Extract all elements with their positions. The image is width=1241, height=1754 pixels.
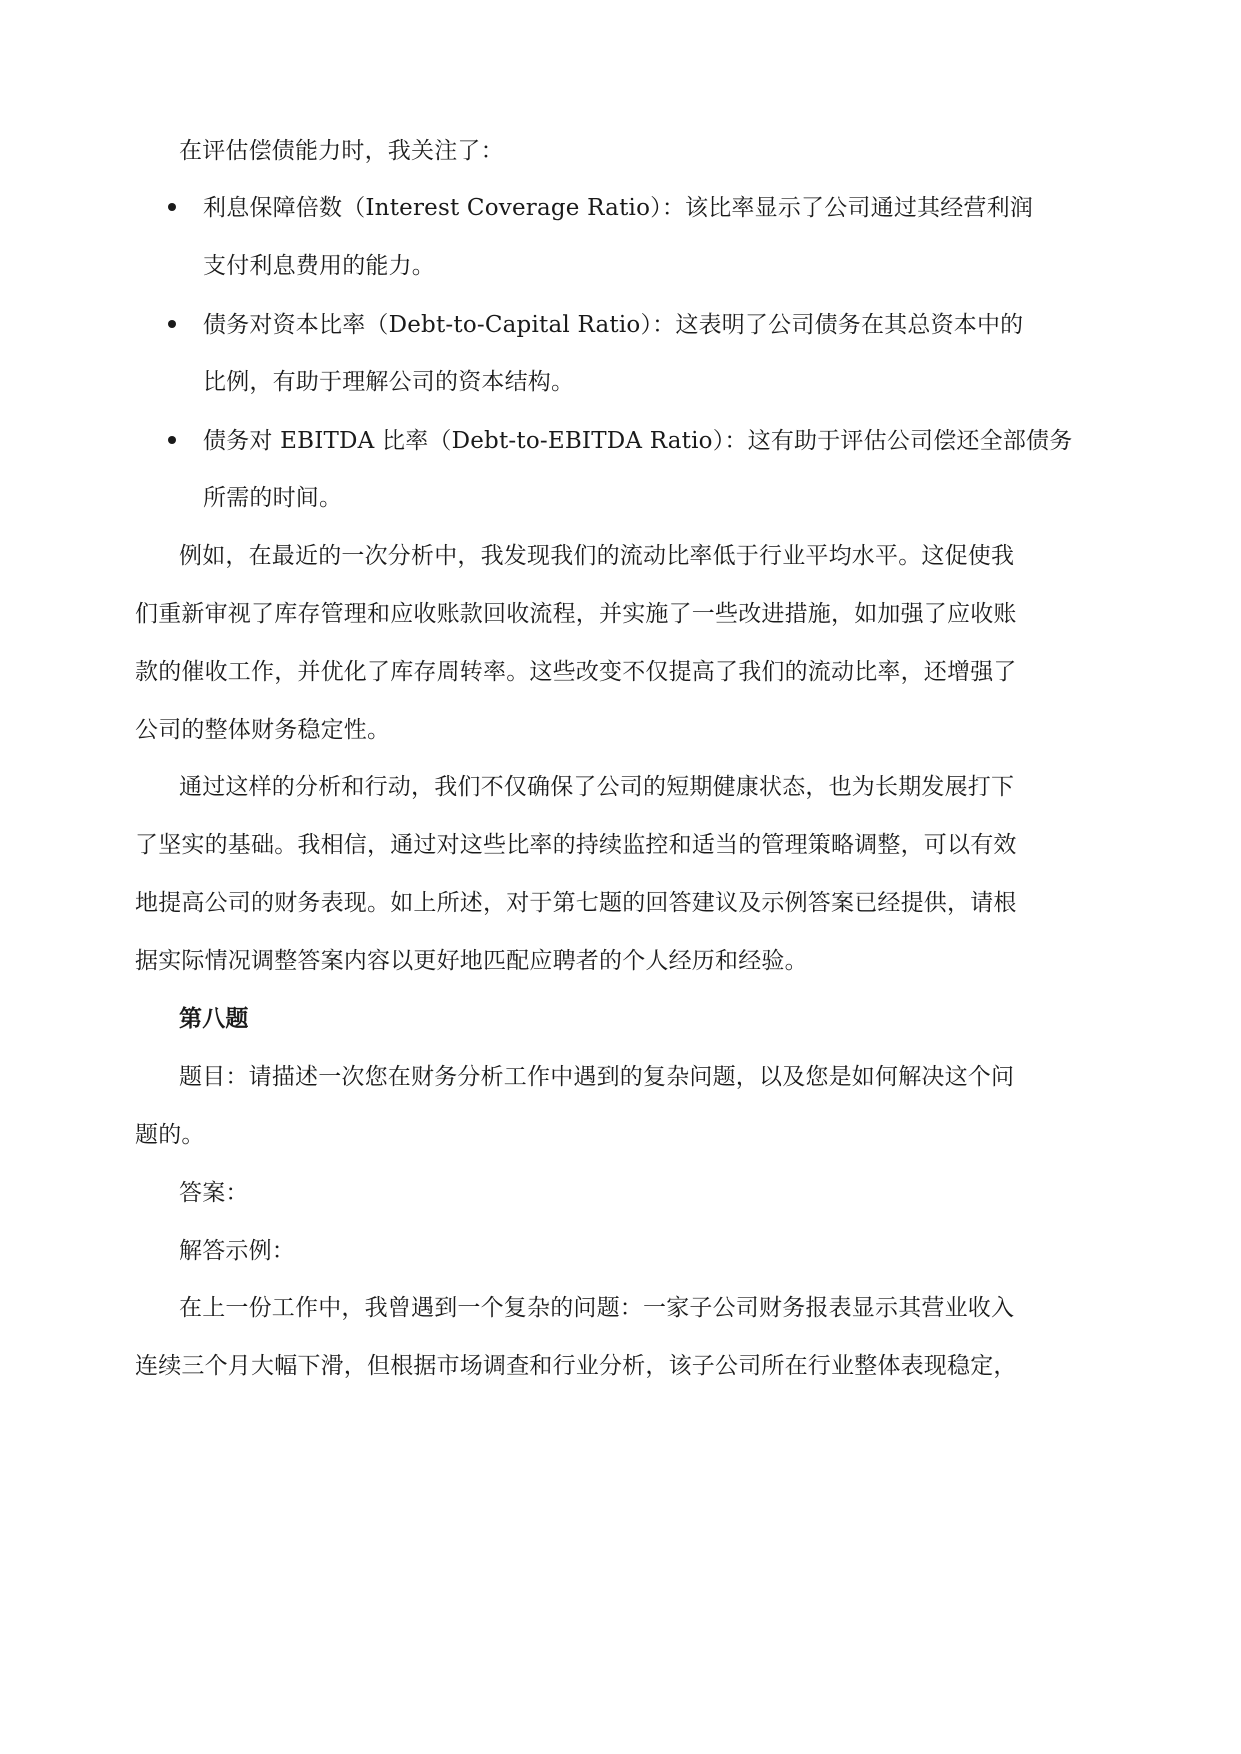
intro-text: 在评估偿债能力时，我关注了： <box>179 138 504 164</box>
para2-line-3: 地提高公司的财务表现。如上所述，对于第七题的回答建议及示例答案已经提供，请根 <box>135 890 1017 916</box>
para1-line-4: 公司的整体财务稳定性。 <box>135 717 391 743</box>
para2-line-4: 据实际情况调整答案内容以更好地匹配应聘者的个人经历和经验。 <box>135 948 808 974</box>
bullet-dot-icon <box>168 203 176 211</box>
para3-line-2: 连续三个月大幅下滑，但根据市场调查和行业分析，该子公司所在行业整体表现稳定， <box>135 1353 1017 1379</box>
para1-line-3: 款的催收工作，并优化了库存周转率。这些改变不仅提高了我们的流动比率，还增强了 <box>135 659 1017 685</box>
bullet-dot-icon <box>168 436 176 444</box>
bullet-3-line-1: 债务对 EBITDA 比率（Debt-to-EBITDA Ratio）：这有助于评估公司偿还全部债务 <box>203 428 1073 454</box>
para3-line-1: 在上一份工作中，我曾遇到一个复杂的问题：一家子公司财务报表显示其营业收入 <box>179 1295 1015 1321</box>
bullet-1-line-1: 利息保障倍数（Interest Coverage Ratio）：该比率显示了公司通过其经营利润 <box>203 195 1034 221</box>
answer-label: 答案： <box>179 1180 249 1206</box>
bullet-3-line-2: 所需的时间。 <box>203 485 343 511</box>
para1-line-1: 例如，在最近的一次分析中，我发现我们的流动比率低于行业平均水平。这促使我 <box>179 543 1015 569</box>
para1-line-2: 们重新审视了库存管理和应收账款回收流程，并实施了一些改进措施，如加强了应收账 <box>135 601 1017 627</box>
para2-line-2: 了坚实的基础。我相信，通过对这些比率的持续监控和适当的管理策略调整，可以有效 <box>135 832 1017 858</box>
bullet-2-line-2: 比例，有助于理解公司的资本结构。 <box>203 369 575 395</box>
question-line-2: 题的。 <box>135 1122 205 1148</box>
question-line-1: 题目：请描述一次您在财务分析工作中遇到的复杂问题，以及您是如何解决这个问 <box>179 1064 1015 1090</box>
section-title: 第八题 <box>179 1005 249 1032</box>
example-label: 解答示例： <box>179 1238 295 1264</box>
bullet-dot-icon <box>168 320 176 328</box>
bullet-1-line-2: 支付利息费用的能力。 <box>203 253 435 279</box>
para2-line-1: 通过这样的分析和行动，我们不仅确保了公司的短期健康状态，也为长期发展打下 <box>179 774 1015 800</box>
bullet-2-line-1: 债务对资本比率（Debt-to-Capital Ratio）：这表明了公司债务在其总资本中的 <box>203 312 1024 338</box>
